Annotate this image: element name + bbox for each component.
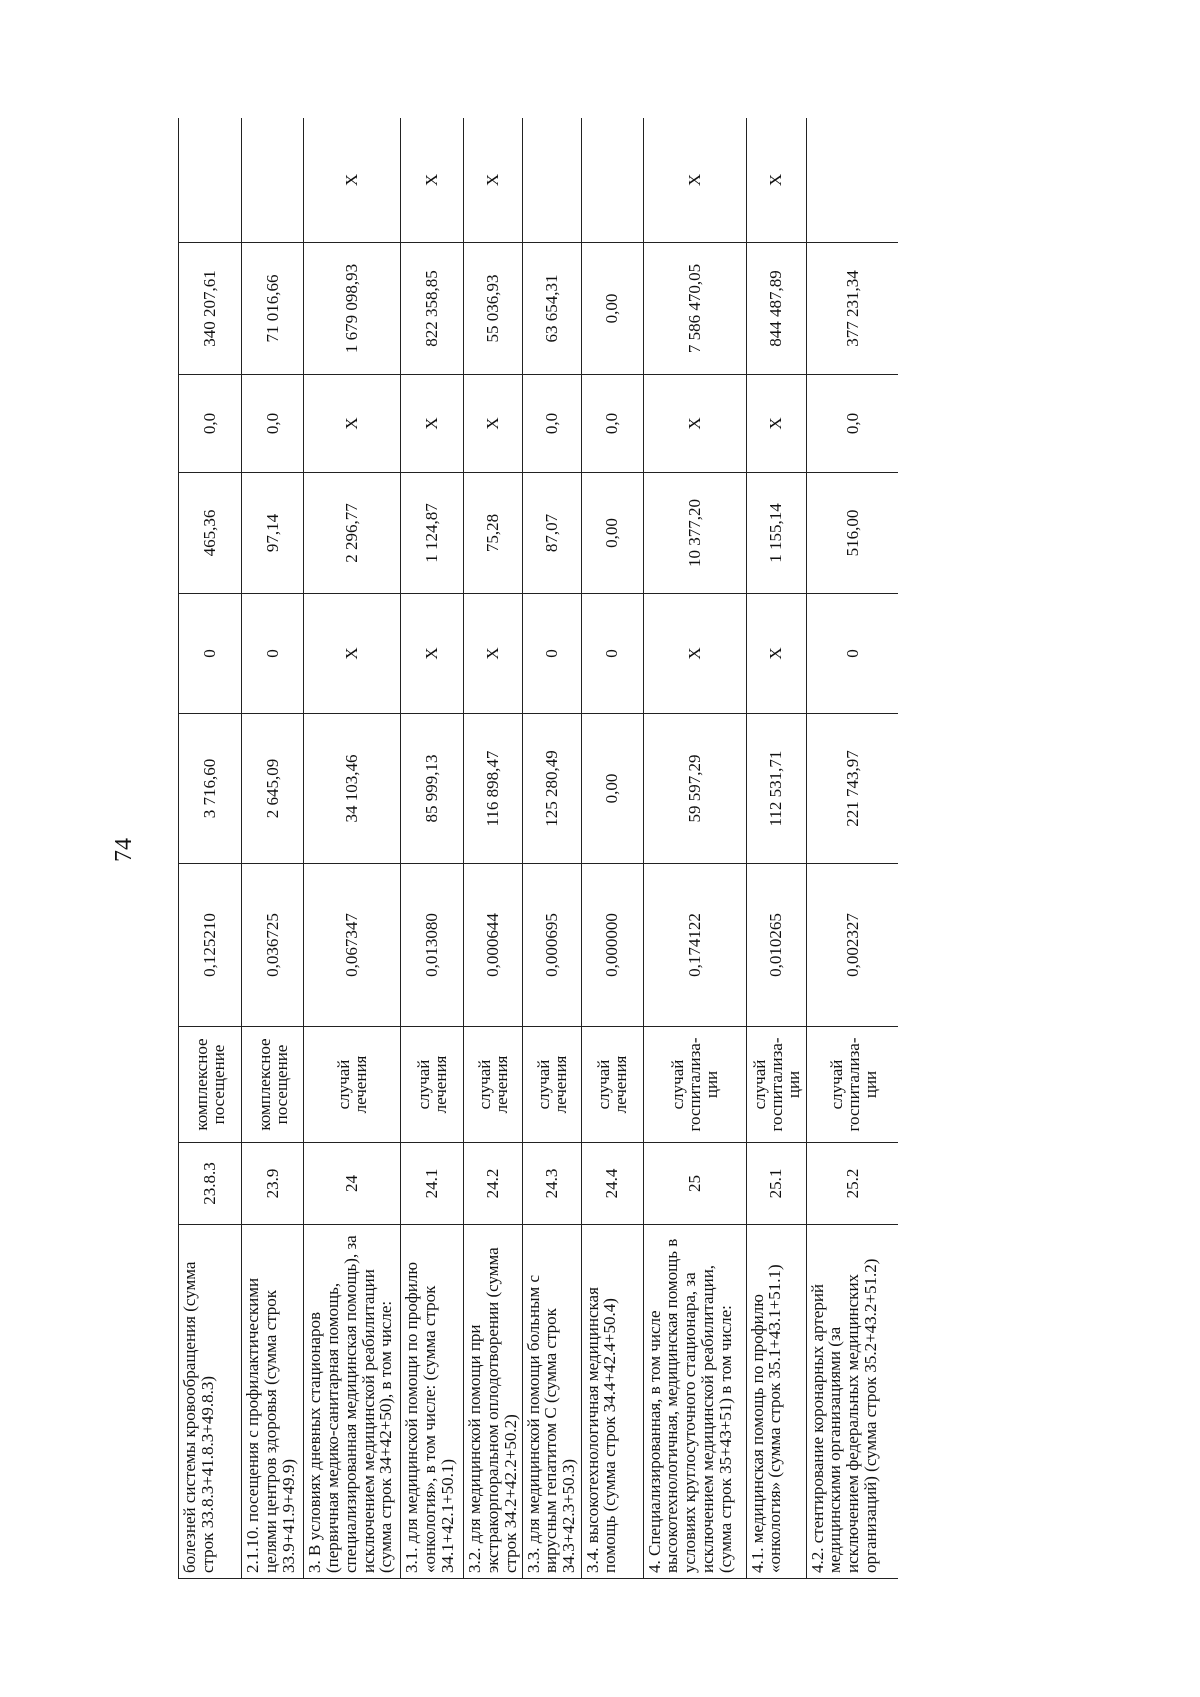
row-number-cell: 25 xyxy=(643,1143,746,1225)
unit-cell: случай лечения xyxy=(304,1027,401,1143)
col8-cell: 844 487,89 xyxy=(746,243,806,375)
row-number-cell: 23.8.3 xyxy=(179,1143,242,1225)
unit-cell: случай лечения xyxy=(401,1027,464,1143)
col5-cell: X xyxy=(401,594,464,714)
col7-cell: 0,0 xyxy=(522,375,581,473)
cost-cell: 3 716,60 xyxy=(179,714,242,864)
norm-cell: 0,010265 xyxy=(746,864,806,1027)
col7-cell: X xyxy=(401,375,464,473)
col5-cell: X xyxy=(304,594,401,714)
row-name-cell: 2.1.10. посещения с профилактическими целями центров здоровья (сумма строк 33.9+41.9+49.9) xyxy=(242,1225,304,1579)
col6-cell: 10 377,20 xyxy=(643,473,746,594)
col5-cell: 0 xyxy=(806,594,898,714)
col9-cell: X xyxy=(401,118,464,243)
col9-cell xyxy=(522,118,581,243)
cost-cell: 112 531,71 xyxy=(746,714,806,864)
row-name-cell: 4. Специализированная, в том числе высокотехнологичная, медицинская помощь в условиях круглосуточного стационара, за исключением медицинской реабилитации, (сумма строк 35+43+51) в том числе: xyxy=(643,1225,746,1579)
cost-cell: 221 743,97 xyxy=(806,714,898,864)
row-number-cell: 24.1 xyxy=(401,1143,464,1225)
col8-cell: 55 036,93 xyxy=(464,243,523,375)
col5-cell: 0 xyxy=(581,594,643,714)
col9-cell xyxy=(581,118,643,243)
rotated-table-area xyxy=(178,118,898,1579)
rotated-table-inner xyxy=(178,118,898,1579)
col7-cell: 0,0 xyxy=(806,375,898,473)
table-row xyxy=(581,118,643,1579)
table-body xyxy=(179,118,899,1579)
unit-cell: случай лечения xyxy=(522,1027,581,1143)
norm-cell: 0,013080 xyxy=(401,864,464,1027)
row-number-cell: 24.2 xyxy=(464,1143,523,1225)
col6-cell: 2 296,77 xyxy=(304,473,401,594)
row-name-cell: 3. В условиях дневных стационаров (первичная медико-санитарная помощь, специализированная медицинская помощь), за исключением медицинской реабилитации (сумма строк 34+42+50), в том числе: xyxy=(304,1225,401,1579)
unit-cell: комплексное посещение xyxy=(242,1027,304,1143)
norm-cell: 0,000695 xyxy=(522,864,581,1027)
col6-cell: 516,00 xyxy=(806,473,898,594)
col8-cell: 1 679 098,93 xyxy=(304,243,401,375)
cost-cell: 125 280,49 xyxy=(522,714,581,864)
row-number-cell: 25.1 xyxy=(746,1143,806,1225)
unit-cell: случай лечения xyxy=(581,1027,643,1143)
row-name-cell: болезней системы кровообращения (сумма строк 33.8.3+41.8.3+49.8.3) xyxy=(179,1225,242,1579)
row-number-cell: 24.4 xyxy=(581,1143,643,1225)
cost-cell: 59 597,29 xyxy=(643,714,746,864)
col5-cell: 0 xyxy=(522,594,581,714)
unit-cell: случай лечения xyxy=(464,1027,523,1143)
norm-cell: 0,000000 xyxy=(581,864,643,1027)
col5-cell: X xyxy=(643,594,746,714)
table-row xyxy=(464,118,523,1579)
row-name-cell: 4.1. медицинская помощь по профилю «онкология» (сумма строк 35.1+43.1+51.1) xyxy=(746,1225,806,1579)
col9-cell: X xyxy=(304,118,401,243)
norm-cell: 0,002327 xyxy=(806,864,898,1027)
col7-cell: X xyxy=(746,375,806,473)
col5-cell: 0 xyxy=(179,594,242,714)
norm-cell: 0,174122 xyxy=(643,864,746,1027)
col6-cell: 1 155,14 xyxy=(746,473,806,594)
col6-cell: 0,00 xyxy=(581,473,643,594)
col8-cell: 71 016,66 xyxy=(242,243,304,375)
row-number-cell: 24 xyxy=(304,1143,401,1225)
col8-cell: 7 586 470,05 xyxy=(643,243,746,375)
col9-cell: X xyxy=(464,118,523,243)
col9-cell xyxy=(179,118,242,243)
col9-cell xyxy=(806,118,898,243)
col6-cell: 1 124,87 xyxy=(401,473,464,594)
unit-cell: комплексное посещение xyxy=(179,1027,242,1143)
row-name-cell: 3.2. для медицинской помощи при экстракорпоральном оплодотворении (сумма строк 34.2+42.2+50.2) xyxy=(464,1225,523,1579)
row-name-cell: 4.2. стентирование коронарных артерий медицинскими организациями (за исключением федеральных медицинских организаций) (сумма строк 35.2+43.2+51.2) xyxy=(806,1225,898,1579)
financing-table xyxy=(178,118,898,1579)
table-row xyxy=(179,118,242,1579)
norm-cell: 0,036725 xyxy=(242,864,304,1027)
norm-cell: 0,000644 xyxy=(464,864,523,1027)
row-number-cell: 24.3 xyxy=(522,1143,581,1225)
table-row xyxy=(746,118,806,1579)
col9-cell: X xyxy=(643,118,746,243)
col7-cell: X xyxy=(643,375,746,473)
row-number-cell: 25.2 xyxy=(806,1143,898,1225)
table-row xyxy=(242,118,304,1579)
col7-cell: 0,0 xyxy=(242,375,304,473)
col5-cell: X xyxy=(464,594,523,714)
col7-cell: 0,0 xyxy=(179,375,242,473)
cost-cell: 85 999,13 xyxy=(401,714,464,864)
cost-cell: 0,00 xyxy=(581,714,643,864)
cost-cell: 116 898,47 xyxy=(464,714,523,864)
col7-cell: 0,0 xyxy=(581,375,643,473)
row-number-cell: 23.9 xyxy=(242,1143,304,1225)
table-row xyxy=(806,118,898,1579)
unit-cell: случай госпитализа-ции xyxy=(746,1027,806,1143)
norm-cell: 0,125210 xyxy=(179,864,242,1027)
norm-cell: 0,067347 xyxy=(304,864,401,1027)
col8-cell: 340 207,61 xyxy=(179,243,242,375)
col8-cell: 377 231,34 xyxy=(806,243,898,375)
col6-cell: 465,36 xyxy=(179,473,242,594)
cost-cell: 34 103,46 xyxy=(304,714,401,864)
col6-cell: 87,07 xyxy=(522,473,581,594)
table-row xyxy=(643,118,746,1579)
col7-cell: X xyxy=(464,375,523,473)
col8-cell: 63 654,31 xyxy=(522,243,581,375)
table-row xyxy=(522,118,581,1579)
unit-cell: случай госпитализа-ции xyxy=(806,1027,898,1143)
col9-cell xyxy=(242,118,304,243)
col8-cell: 822 358,85 xyxy=(401,243,464,375)
col6-cell: 75,28 xyxy=(464,473,523,594)
col8-cell: 0,00 xyxy=(581,243,643,375)
col5-cell: 0 xyxy=(242,594,304,714)
unit-cell: случай госпитализа-ции xyxy=(643,1027,746,1143)
col7-cell: X xyxy=(304,375,401,473)
col9-cell: X xyxy=(746,118,806,243)
table-row xyxy=(304,118,401,1579)
cost-cell: 2 645,09 xyxy=(242,714,304,864)
col5-cell: X xyxy=(746,594,806,714)
table-row xyxy=(401,118,464,1579)
page-number: 74 xyxy=(111,838,137,862)
row-name-cell: 3.4. высокотехнологичная медицинская помощь (сумма строк 34.4+42.4+50.4) xyxy=(581,1225,643,1579)
row-name-cell: 3.3. для медицинской помощи больным с вирусным гепатитом С (сумма строк 34.3+42.3+50.3) xyxy=(522,1225,581,1579)
row-name-cell: 3.1. для медицинской помощи по профилю «онкология», в том числе: (сумма строк 34.1+42.1+50.1) xyxy=(401,1225,464,1579)
col6-cell: 97,14 xyxy=(242,473,304,594)
